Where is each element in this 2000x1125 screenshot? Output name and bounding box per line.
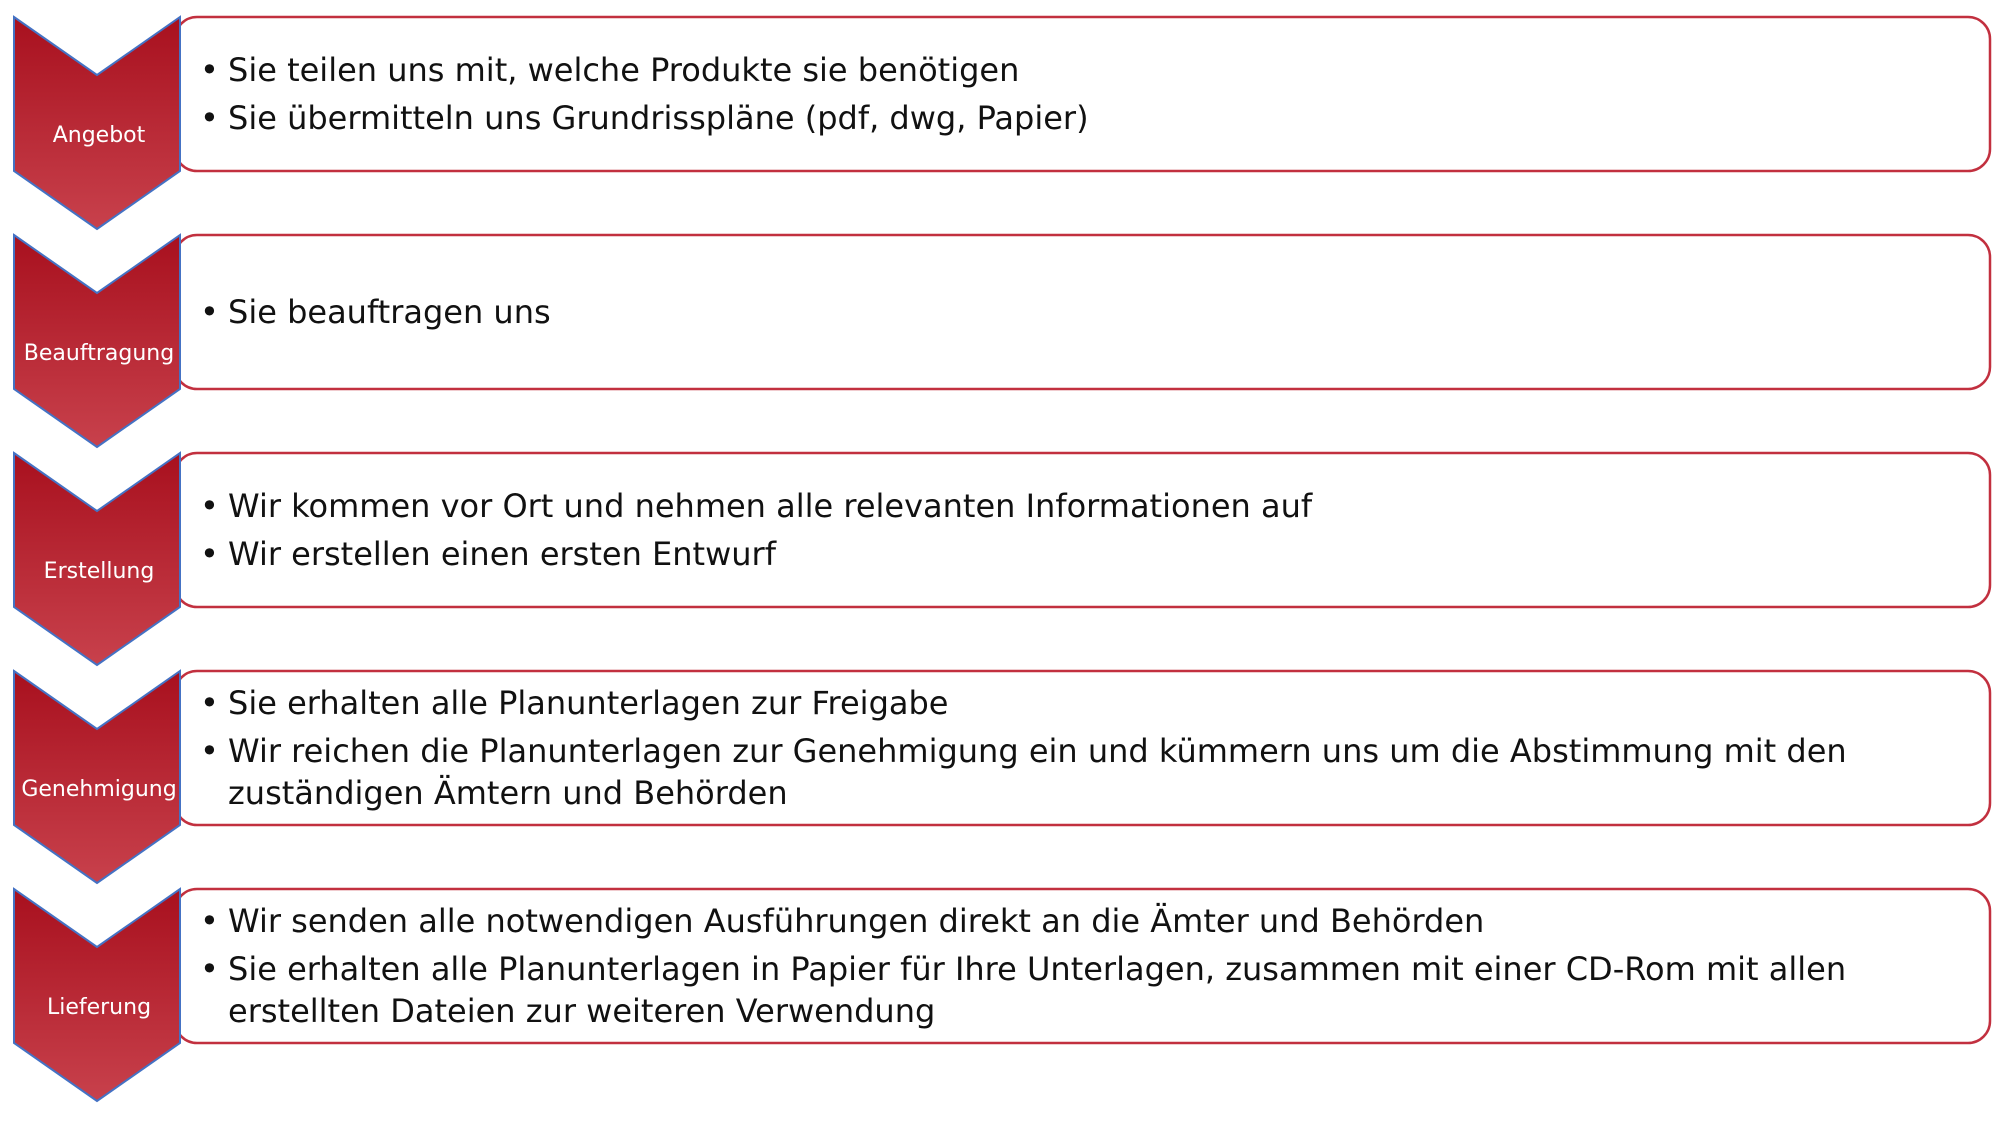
step-label: Angebot [52,123,146,148]
bullet-item: • Wir senden alle notwendigen Ausführungen direkt an die Ämter und Behörden [200,900,1970,942]
bullet-item: • Sie erhalten alle Planunterlagen zur Freigabe [200,682,1970,724]
step-bullet-list [200,893,1970,1039]
bullet-item: • Wir reichen die Planunterlagen zur Genehmigung ein und kümmern uns um die Abstimmung mit den zuständigen Ämtern und Behörden [200,730,1970,814]
step-label: Genehmigung [21,777,177,802]
step-label: Erstellung [43,559,155,584]
step-label: Lieferung [46,995,152,1020]
step-label: Beauftragung [23,341,175,366]
bullet-item: • Wir kommen vor Ort und nehmen alle relevanten Informationen auf [200,485,1970,527]
step-bullet-list [200,675,1970,821]
step-bullet-list [200,239,1970,385]
bullet-item: • Sie erhalten alle Planunterlagen in Papier für Ihre Unterlagen, zusammen mit einer CD-Rom mit allen erstellten Dateien zur weiteren Verwendung [200,948,1970,1032]
bullet-item: • Sie beauftragen uns [200,291,1970,333]
bullet-item: • Sie teilen uns mit, welche Produkte sie benötigen [200,49,1970,91]
bullet-item: • Wir erstellen einen ersten Entwurf [200,533,1970,575]
bullet-item: • Sie übermitteln uns Grundrisspläne (pdf, dwg, Papier) [200,97,1970,139]
step-bullet-list [200,457,1970,603]
step-bullet-list [200,21,1970,167]
